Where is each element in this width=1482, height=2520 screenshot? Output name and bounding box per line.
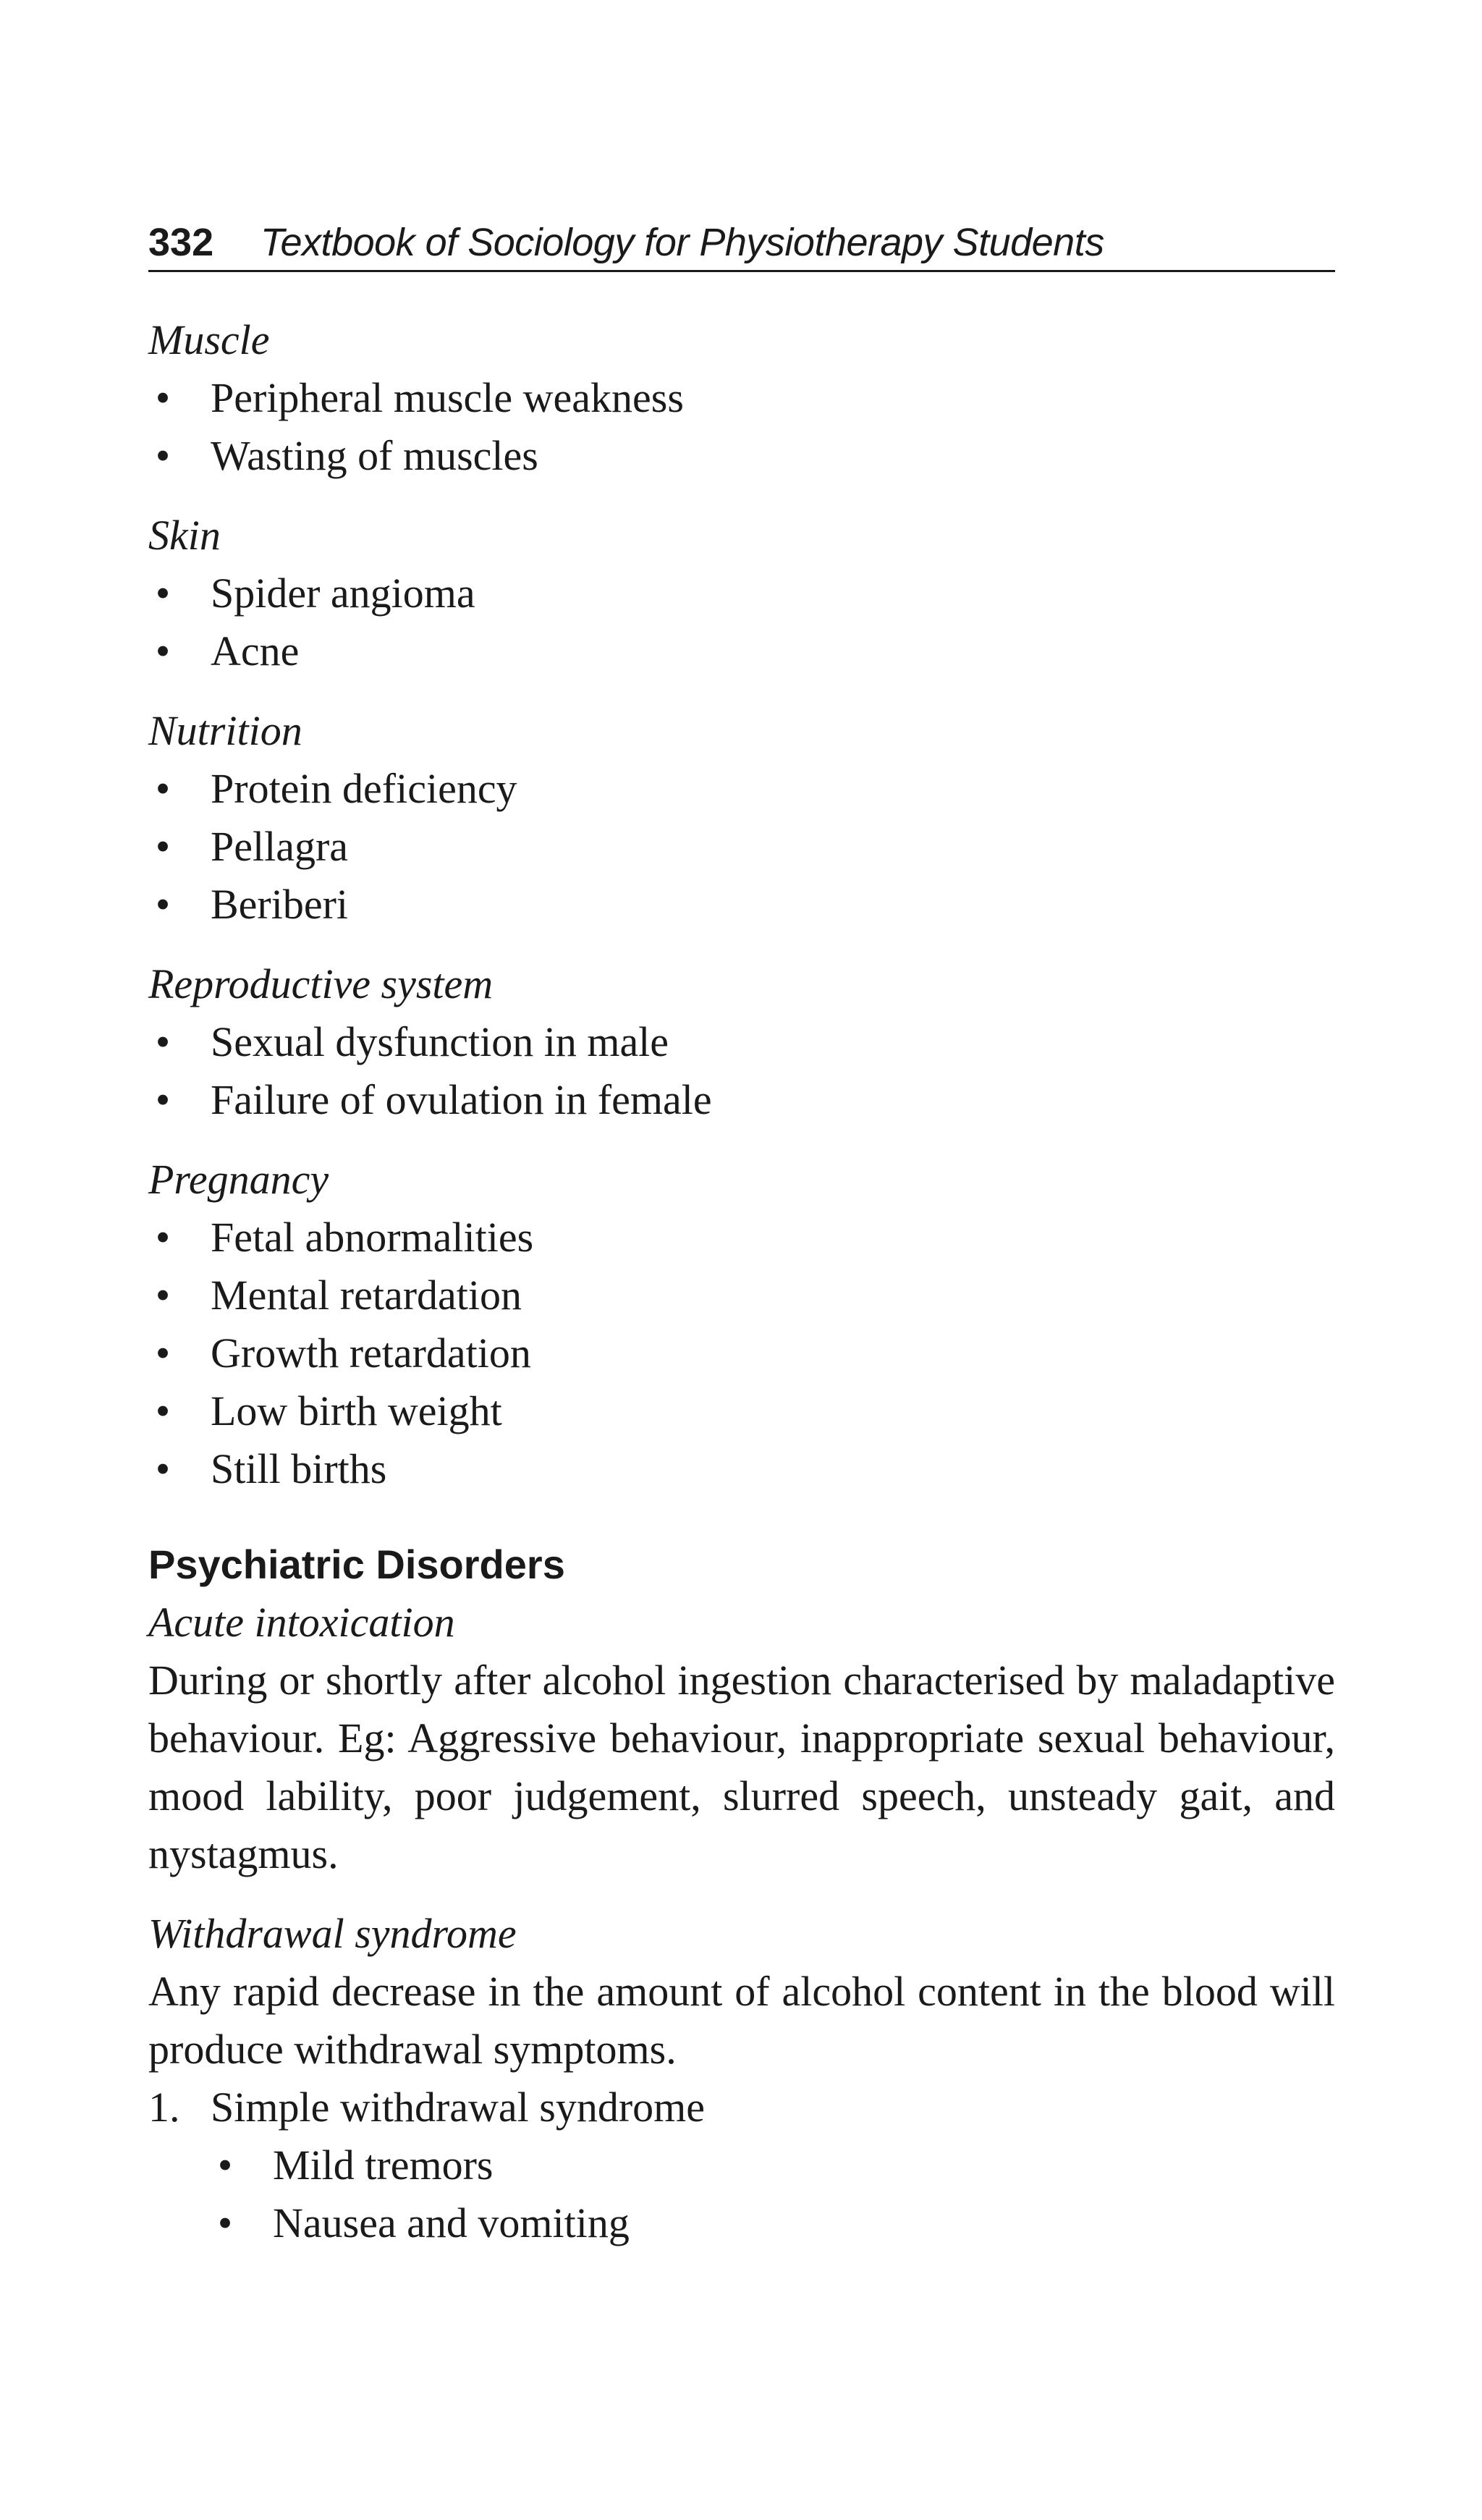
subheading: Acute intoxication <box>148 1599 455 1646</box>
subheading: Skin <box>148 512 221 559</box>
bullet: • <box>155 432 171 479</box>
subheading: Muscle <box>148 316 270 363</box>
section-acute-intoxication <box>148 1594 1335 1883</box>
list-item: • Failure of ovulation in female <box>148 1071 1335 1129</box>
list-item: • Mental retardation <box>148 1267 1335 1324</box>
list-item: • Peripheral muscle weakness <box>148 369 1335 427</box>
list-item: • Acne <box>148 622 1335 680</box>
bullet: • <box>155 1445 171 1492</box>
list-item: • Wasting of muscles <box>148 427 1335 485</box>
bullet: • <box>155 1214 171 1261</box>
list-item: • Spider angioma <box>148 565 1335 622</box>
list-item: • Growth retardation <box>148 1324 1335 1382</box>
section-skin <box>148 507 1335 680</box>
subheading: Nutrition <box>148 707 302 754</box>
section-pregnancy <box>148 1151 1335 1498</box>
section-withdrawal-syndrome <box>148 1905 1335 2252</box>
list-item: • Sexual dysfunction in male <box>148 1013 1335 1071</box>
paragraph: During or shortly after alcohol ingestion characterised by maladaptive behaviour. Eg: Aggressive behaviour, inappropriate sexual behaviour, mood lability, poor judgement, slurred speech, unsteady gait, and nystagmus. <box>148 1657 1335 1877</box>
page-content <box>148 311 1335 2274</box>
paragraph: Any rapid decrease in the amount of alcohol content in the blood will produce withdrawal symptoms. <box>148 1968 1335 2073</box>
bullet: • <box>155 1272 171 1319</box>
list-item: • Still births <box>148 1440 1335 1498</box>
numbered-item: 1. Simple withdrawal syndrome <box>148 2079 1335 2136</box>
list-item: • Beriberi <box>148 876 1335 934</box>
section-reproductive-system <box>148 955 1335 1129</box>
bullet: • <box>217 2199 233 2246</box>
section-muscle <box>148 311 1335 485</box>
list-item: • Protein deficiency <box>148 760 1335 818</box>
bullet: • <box>155 881 171 928</box>
bullet: • <box>217 2141 233 2189</box>
bullet: • <box>155 627 171 675</box>
bullet: • <box>155 1076 171 1123</box>
bullet: • <box>155 1387 171 1434</box>
bullet: • <box>155 374 171 421</box>
bullet: • <box>155 570 171 617</box>
subheading: Pregnancy <box>148 1156 329 1203</box>
section-nutrition <box>148 702 1335 934</box>
list-item: • Mild tremors <box>148 2136 1335 2194</box>
book-title: Textbook of Sociology for Physiotherapy Students <box>261 221 1104 264</box>
bullet: • <box>155 765 171 812</box>
subheading: Withdrawal syndrome <box>148 1910 517 1957</box>
bullet: • <box>155 823 171 870</box>
subheading: Reproductive system <box>148 960 494 1007</box>
running-header <box>148 213 1335 271</box>
list-item: • Nausea and vomiting <box>148 2194 1335 2252</box>
bullet: • <box>155 1329 171 1377</box>
page-number: 332 <box>148 221 214 264</box>
header-rule <box>148 270 1335 272</box>
bullet: • <box>155 1018 171 1065</box>
list-item: • Low birth weight <box>148 1382 1335 1440</box>
list-item: • Fetal abnormalities <box>148 1209 1335 1267</box>
item-number: 1. <box>148 2084 180 2131</box>
list-item: • Pellagra <box>148 818 1335 876</box>
section-heading: Psychiatric Disorders <box>148 1542 565 1587</box>
